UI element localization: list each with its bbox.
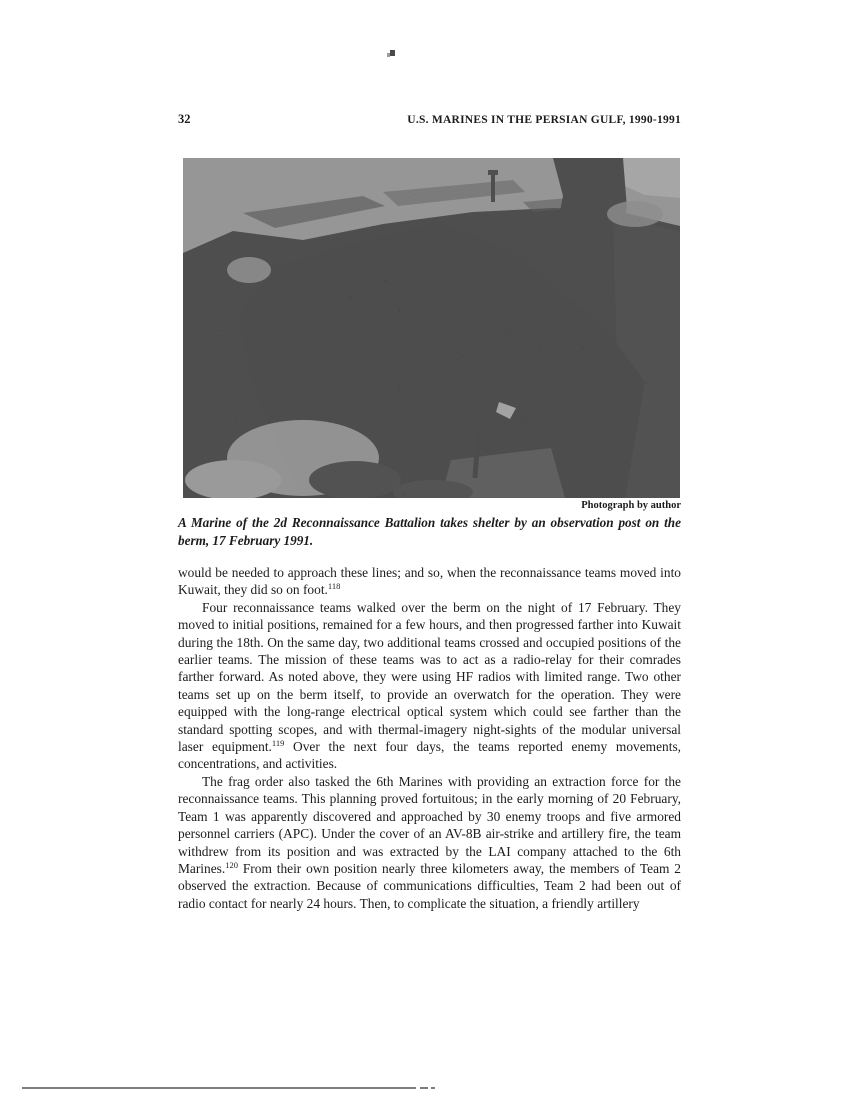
paragraph: Four reconnaissance teams walked over the berm on the night of 17 February. They moved to initial positions, remained for a few hours, and then progressed farther into Kuwait during the 18th. On the same day, two additional teams crossed and occupied positions of the earlier teams. The mission of these teams was to act as a radio-relay for their comrades farther forward. As noted above, they were using HF radios with limited range. Two other teams set up on the berm itself, to provide an overwatch for the operation. They were equipped with the long-range electrical optical system which could see farther than the standard spotting scopes, and with thermal-imagery night-sights of the modular universal laser equipment.$^{119}$ Over the next four days, the teams reported enemy movements, concentrations, and activities.: [178, 599, 682, 772]
photo-credit: Photograph by author: [581, 500, 681, 511]
grain-overlay: [183, 158, 680, 498]
footnote-ref: 119: [271, 738, 285, 749]
photograph: [183, 158, 680, 498]
photo-art: [183, 158, 680, 498]
paragraph: The frag order also tasked the 6th Marines with providing an extraction force for the reconnaissance teams. This planning proved fortuitous; in the early morning of 20 February, Team 1 was apparently discovered and approached by 30 enemy troops and five armored personnel carriers (APC). Under the cover of an AV-8B air-strike and artillery fire, the team withdrew from its position and was extracted by the LAI company attached to the 6th Marines.$^{120}$ From their own position nearly three kilometers away, the members of Team 2 observed the extraction. Because of communications difficulties, Team 2 had been out of radio contact for nearly 24 hours. Then, to complicate the situation, a friendly artillery: [178, 773, 681, 911]
footer-rule-dash: [420, 1087, 428, 1089]
footnote-ref: 120: [225, 859, 238, 870]
paragraph: would be needed to approach these lines; and so, when the reconnaissance teams moved into Kuwait, they did so on foot.$^{118}$: [178, 565, 681, 598]
running-head: U.S. MARINES IN THE PERSIAN GULF, 1990-1991: [407, 114, 681, 126]
page-header: [178, 112, 681, 127]
footnote-ref: 118: [327, 581, 341, 592]
photo-figure: [178, 158, 681, 550]
page-number: 32: [178, 112, 191, 126]
footer-rule-dash: [431, 1087, 435, 1089]
body-text: [178, 564, 681, 912]
photo-caption: A Marine of the 2d Reconnaissance Battalion takes shelter by an observation post on the berm, 17 February 1991.: [178, 515, 681, 548]
footer-rule-segment: [22, 1087, 416, 1089]
scan-artifact: [390, 50, 395, 56]
